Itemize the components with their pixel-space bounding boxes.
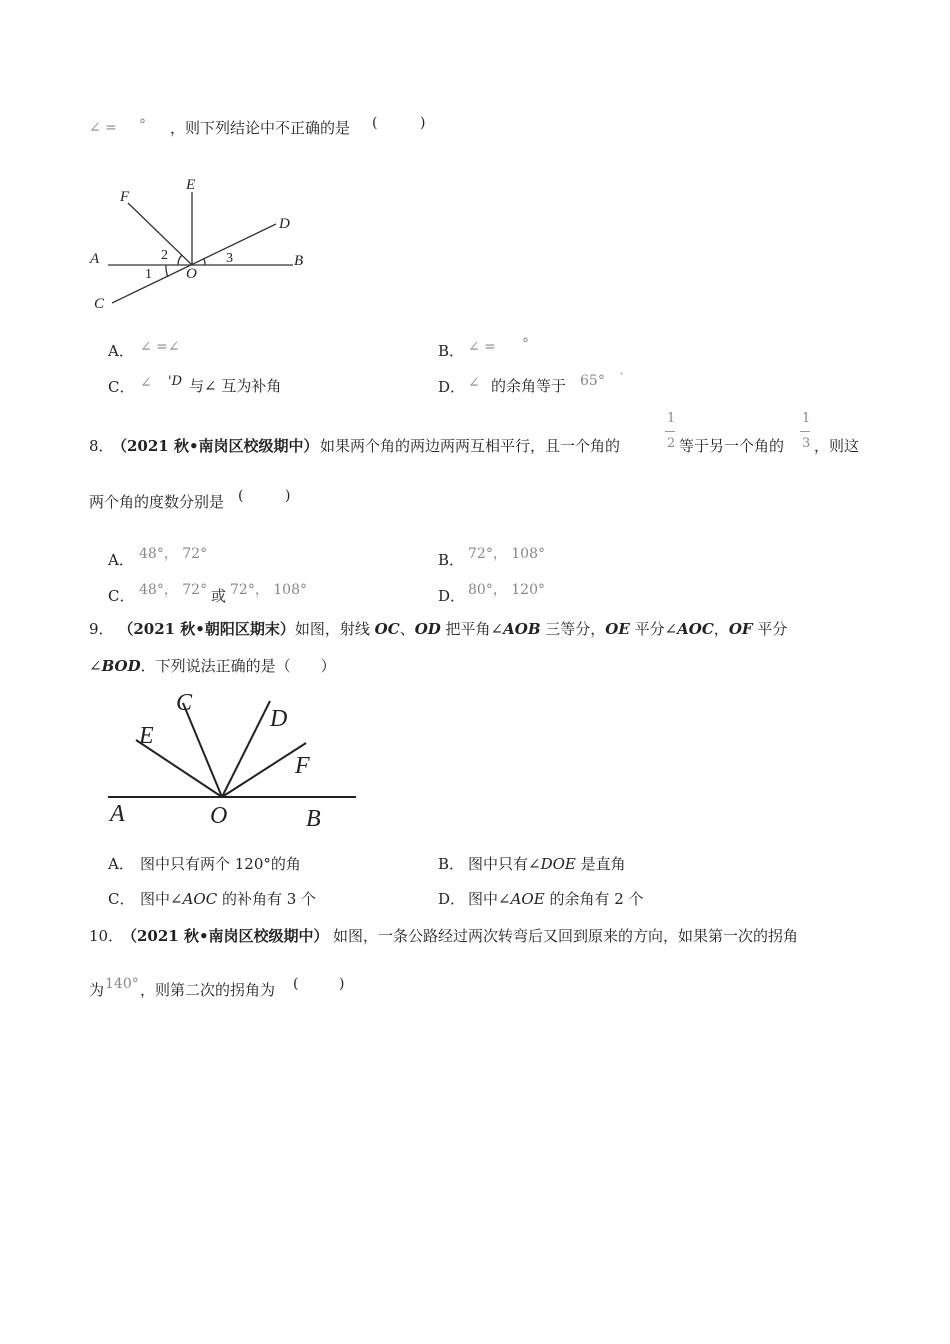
q9-var-oc: OC: [374, 620, 400, 638]
q9-source: （2021 秋•朝阳区期末）: [118, 620, 295, 638]
q9-var-of: OF: [728, 620, 753, 638]
q7-option-c-label: C．: [108, 378, 135, 396]
q9-label-c: C: [176, 690, 193, 716]
q9-var-aob: AOB: [503, 620, 541, 638]
q7-option-a-label: A．: [108, 342, 134, 360]
q8-option-b-label: B．: [438, 551, 465, 569]
q9-var-bod: BOD: [101, 657, 141, 675]
q7-option-b-text: ∠ =: [468, 339, 496, 355]
q9-option-c-pre: 图中∠: [140, 890, 183, 908]
q8-fraction-half-bar: [665, 431, 675, 432]
q7-label-a: A: [90, 251, 100, 267]
q8-fraction-third-denominator: 3: [802, 436, 811, 451]
q9-option-b-var: DOE: [540, 855, 576, 873]
q8-text-3: ，则这: [814, 437, 860, 455]
q9-label-o: O: [210, 803, 228, 829]
q9-line-2-text: ．下列说法正确的是（ ）: [140, 657, 336, 675]
q9-option-d-post: 的余角有 2 个: [544, 890, 644, 908]
q10-text-1: 如图，一条公路经过两次转弯后又回到原来的方向，如果第一次的拐角: [333, 927, 799, 945]
q9-text-2: 、: [399, 620, 415, 638]
q9-option-d-text: [468, 892, 644, 907]
q9-option-b-text: [468, 857, 626, 872]
q10-paren-close: ): [339, 976, 345, 992]
q9-var-oe: OE: [605, 620, 630, 638]
q7-label-c: C: [94, 296, 105, 312]
q7-option-c-text: 与∠ 互为补角: [189, 377, 282, 395]
q9-option-c-post: 的补角有 3 个: [217, 890, 317, 908]
q7-stem-text: ，则下列结论中不正确的是: [170, 119, 351, 137]
q9-var-od: OD: [414, 620, 441, 638]
q7-arc-3: [204, 259, 205, 265]
q9-text-5: 平分∠: [629, 620, 678, 638]
q7-option-d-text: 的余角等于: [491, 377, 567, 395]
q7-paren-close: ): [420, 115, 426, 131]
q8-option-b-text: 72°， 108°: [468, 546, 545, 562]
q7-option-d-tick: ′: [620, 371, 624, 387]
q7-option-a-text: ∠ =∠: [140, 339, 180, 355]
q9-option-d-var: AOE: [510, 890, 545, 908]
q7-stem-degree: °: [139, 117, 146, 133]
q7-label-2: 2: [161, 248, 168, 263]
q8-text-1: 如果两个角的两边两两互相平行，且一个角的: [320, 437, 621, 455]
q9-option-a-label: A．: [108, 855, 134, 873]
q8-paren-open: (: [238, 488, 244, 504]
q9-label-e: E: [139, 723, 154, 749]
q8-fraction-third-bar: [800, 431, 810, 432]
q10-number: 10．: [89, 927, 124, 945]
q8-fraction-half-denominator: 2: [667, 436, 676, 451]
q9-option-d-label: D．: [438, 890, 466, 908]
q9-line-2: [89, 659, 336, 674]
q7-label-b: B: [294, 253, 304, 269]
q9-line-2-angle: ∠: [89, 657, 102, 675]
q10-source: （2021 秋•南岗区校级期中）: [122, 927, 329, 945]
q8-option-c-label: C．: [108, 587, 135, 605]
q7-option-c-fragment: 'D: [168, 374, 182, 389]
q8-paren-close: ): [285, 488, 291, 504]
q7-label-1: 1: [145, 267, 152, 282]
q9-text-4: 三等分，: [540, 620, 606, 638]
q7-stem-angle: ∠ =: [89, 120, 117, 136]
q10-line-2-text: ，则第二次的拐角为: [140, 981, 276, 999]
q7-arc-2: [178, 255, 182, 265]
q8-text-2: 等于另一个角的: [679, 437, 785, 455]
q9-option-b-post: 是直角: [575, 855, 626, 873]
q10-line-2-value: 140°: [105, 976, 139, 992]
q7-label-f: F: [120, 189, 130, 205]
q7-option-d-value: 65°: [580, 373, 605, 389]
q8-option-a-label: A．: [108, 551, 134, 569]
q10-paren-open: (: [293, 976, 299, 992]
q8-source: （2021 秋•南岗区校级期中）: [112, 437, 319, 455]
q7-label-e: E: [186, 177, 196, 193]
q7-ray-of: [128, 203, 192, 265]
q7-option-d-angle: ∠: [468, 375, 480, 391]
q7-option-d-label: D．: [438, 378, 466, 396]
q8-fraction-third-numerator: 1: [802, 411, 811, 426]
q8-option-c-text-2: 72°， 108°: [230, 582, 307, 598]
q9-option-a-text: 图中只有两个 120°的角: [140, 855, 301, 873]
q9-label-d: D: [270, 706, 288, 732]
q7-line-cd: [112, 224, 276, 303]
q7-option-b-degree: °: [522, 336, 529, 352]
q9-text-1: 如图，射线: [294, 620, 375, 638]
q9-text-6: ，: [713, 620, 729, 638]
q9-label-b: B: [306, 806, 321, 832]
q9-option-c-text: [140, 892, 316, 907]
q9-option-c-var: AOC: [182, 890, 218, 908]
q7-label-d: D: [279, 216, 290, 232]
q10-line-2-pre: 为: [89, 981, 105, 999]
q7-option-b-label: B．: [438, 342, 465, 360]
q8-fraction-half-numerator: 1: [667, 411, 676, 426]
q9-number: 9．: [89, 620, 114, 638]
q7-paren-open: (: [372, 115, 378, 131]
q9-line-1: [89, 622, 787, 637]
q9-option-d-pre: 图中∠: [468, 890, 511, 908]
q9-text-3: 把平角∠: [440, 620, 504, 638]
q8-option-d-text: 80°， 120°: [468, 582, 545, 598]
q7-figure: [80, 165, 340, 315]
q9-var-aoc: AOC: [677, 620, 714, 638]
q8-number: 8．: [89, 437, 114, 455]
q8-line-2: 两个角的度数分别是: [89, 493, 225, 511]
q9-option-b-pre: 图中只有∠: [468, 855, 541, 873]
q9-text-7: 平分: [752, 620, 788, 638]
q8-option-c-or: 或: [211, 587, 227, 605]
q7-label-o: O: [186, 266, 197, 282]
q8-option-d-label: D．: [438, 587, 466, 605]
q7-label-3: 3: [226, 251, 233, 266]
q7-option-c-angle: ∠: [140, 375, 152, 391]
q7-arc-1: [166, 265, 168, 277]
q9-label-a: A: [110, 801, 125, 827]
q9-label-f: F: [295, 753, 310, 779]
q8-option-a-text: 48°， 72°: [139, 546, 208, 562]
q9-option-b-label: B．: [438, 855, 465, 873]
q9-figure: [100, 685, 370, 835]
q8-option-c-text-1: 48°， 72°: [139, 582, 208, 598]
q9-option-c-label: C．: [108, 890, 135, 908]
